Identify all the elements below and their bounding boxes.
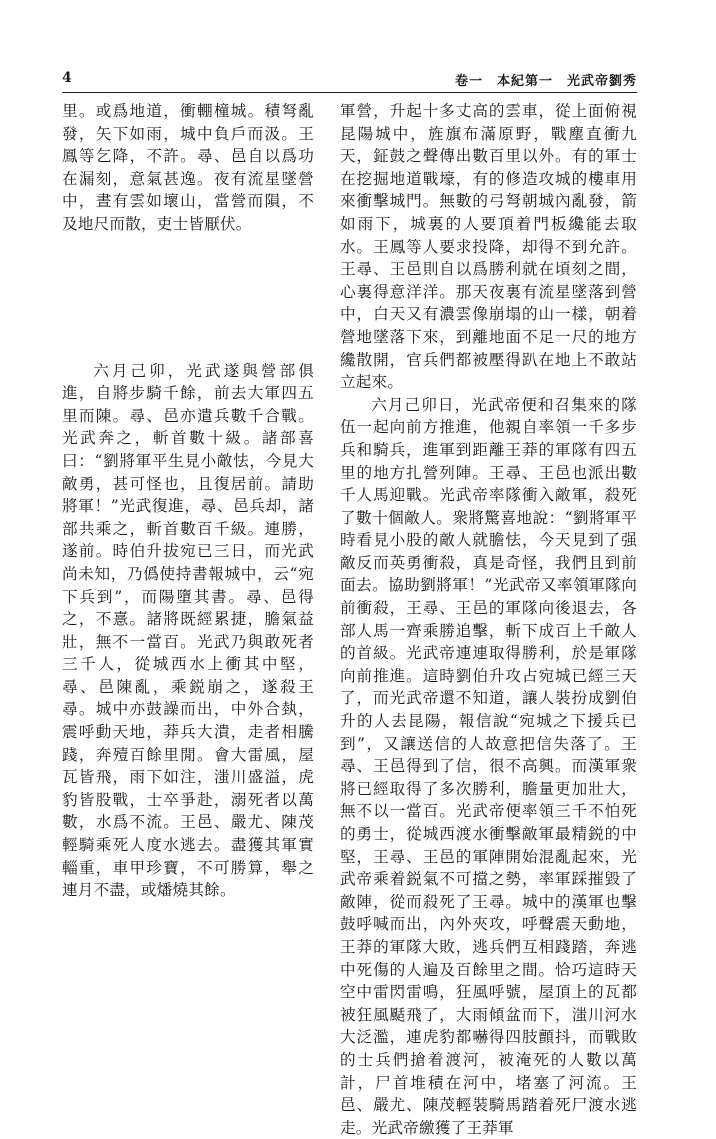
classical-text-column [62,100,314,902]
page-header [62,70,637,92]
column-spacer [62,236,314,360]
classical-paragraph-2: 六月己卯，光武遂與營部俱進，自將步騎千餘，前去大軍四五里而陳。尋、邑亦遣兵數千合戰。光武奔之，斬首數十級。諸部喜曰：“劉將軍平生見小敵怯，今見大敵勇，甚可怪也，且復居前。請助將軍！”光武復進，尋、邑兵却，諸部共乘之，斬首數百千級。連勝，遂前。時伯升拔宛已三日，而光武尚未知，乃僞使持書報城中，云“宛下兵到”，而陽墮其書。尋、邑得之，不憙。諸將既經累捷，膽氣益壯，無不一當百。光武乃與敢死者三千人，從城西水上衝其中堅，尋、邑陳亂，乘鋭崩之，遂殺王尋。城中亦鼓譟而出，中外合埶，震呼動天地，莽兵大潰，走者相騰踐，奔殪百餘里閒。會大雷風，屋瓦皆飛，雨下如注，滍川盛溢，虎豹皆股戰，士卒爭赴，溺死者以萬數，水爲不流。王邑、嚴尤、陳茂輕騎乘死人度水逃去。盡獲其軍實輜重，車甲珍寶，不可勝算，舉之連月不盡，或燔燒其餘。 [62,361,314,900]
classical-paragraph-1: 里。或爲地道，衝輣橦城。積弩亂發，矢下如雨，城中負戶而汲。王鳳等乞降，不許。尋、邑自以爲功在漏刻，意氣甚逸。夜有流星墜營中，晝有雲如壞山，當營而隕，不及地尺而散，吏士皆厭伏。 [62,102,314,233]
header-rule [62,92,637,93]
translation-paragraph-1: 軍營，升起十多丈高的雲車，從上面俯視昆陽城中，旌旗布滿原野，戰塵直衝九天，鉦鼓之聲傳出數百里以外。有的軍士在挖掘地道戰壕，有的修造攻城的樓車用來衝擊城門。無數的弓弩朝城內亂發，箭如雨下，城裏的人要頂着門板纔能去取水。王鳳等人要求投降，却得不到允許。王尋、王邑則自以爲勝利就在頃刻之間，心裏得意洋洋。那天夜裏有流星墜落到營中，白天又有濃雲像崩塌的山一樣，朝着營地墜落下來，到離地面不足一尺的地方纔散開，官兵們都被壓得趴在地上不敢站立起來。 [340,102,637,392]
translation-column [340,100,637,1139]
translation-paragraph-2: 六月己卯日，光武帝便和召集來的隊伍一起向前方推進，他親自率領一千多步兵和騎兵，進軍到距離王莽的軍隊有四五里的地方扎營列陣。王尋、王邑也派出數千人馬迎戰。光武帝率隊衝入敵軍，殺死了數十個敵人。衆將驚喜地說：“劉將軍平時看見小股的敵人就膽怯，今天見到了强敵反而英勇衝殺，真是奇怪，我們且到前面去。協助劉將軍！”光武帝又率領軍隊向前衝殺，王尋、王邑的軍隊向後退去，各部人馬一齊乘勝追擊，斬下成百上千敵人的首級。光武帝連連取得勝利，於是軍隊向前推進。這時劉伯升攻占宛城已經三天了，而光武帝還不知道，讓人裝扮成劉伯升的人去昆陽，報信說“宛城之下援兵已到”，又讓送信的人故意把信失落了。王尋、王邑得到了信，很不高興。而漢軍衆將已經取得了多次勝利，膽量更加壯大，無不以一當百。光武帝便率領三千不怕死的勇士，從城西渡水衝擊敵軍最精鋭的中堅，王尋、王邑的軍陣開始混亂起來，光武帝乘着鋭氣不可擋之勢，率軍踩摧毀了敵陣，從而殺死了王尋。城中的漢軍也擊鼓呼喊而出，內外夾攻，呼聲震天動地，王莽的軍隊大敗，逃兵們互相踐踏，奔逃中死傷的人遍及百餘里之間。恰巧這時天空中雷閃雷鳴，狂風呼號，屋頂上的瓦都被狂風颳飛了，大雨傾盆而下，滍川河水大泛濫，連虎豹都嚇得四肢顫抖，而戰敗的士兵們搶着渡河，被淹死的人數以萬計，尸首堆積在河中，堵塞了河流。王邑、嚴尤、陳茂輕裝騎馬踏着死尸渡水逃走。光武帝繳獲了王莽軍 [340,395,637,1137]
page-number: 4 [62,70,72,86]
running-title: 卷一 本紀第一 光武帝劉秀 [454,74,637,89]
